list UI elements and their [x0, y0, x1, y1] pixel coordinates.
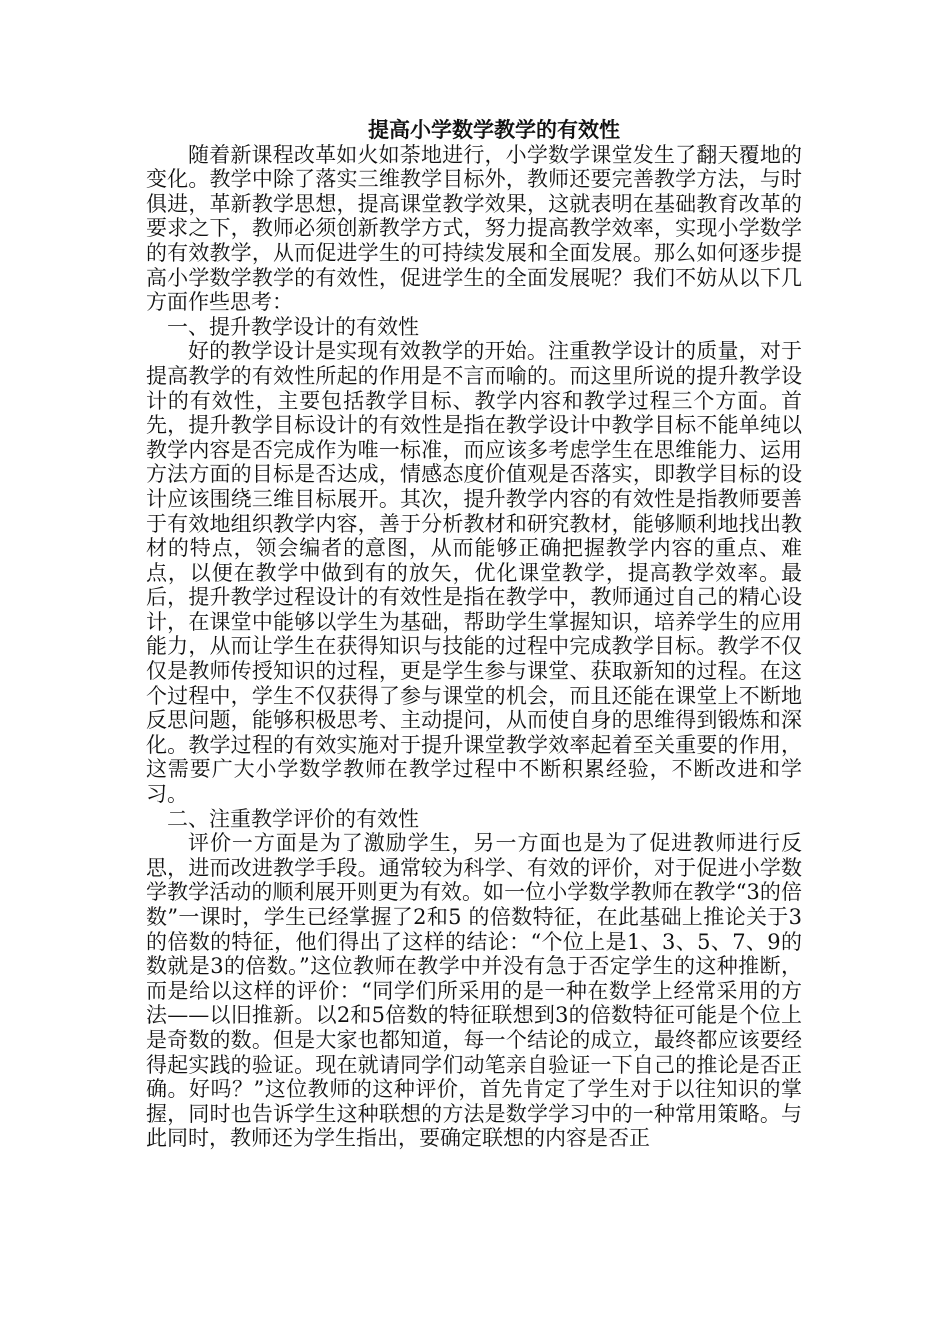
intro-paragraph: 随着新课程改革如火如荼地进行，小学数学课堂发生了翻天覆地的变化。教学中除了落实三维教学目标外，教师还要完善教学方法，与时俱进，革新教学思想，提高课堂教学效果，这就表明在基础教育改革的要求之下，教师必须创新教学方式，努力提高教学效率，实现小学数学的有效教学，从而促进学生的可持续发展和全面发展。那么如何逐步提高小学数学教学的有效性，促进学生的全面发展呢？我们不妨从以下几方面作些思考：: [146, 142, 802, 315]
document-title: 提高小学数学教学的有效性: [368, 117, 620, 142]
section-2-heading: 二、注重教学评价的有效性: [167, 806, 419, 831]
section-1-heading: 一、提升教学设计的有效性: [167, 314, 419, 339]
section-1-paragraph: 好的教学设计是实现有效教学的开始。注重教学设计的质量，对于提高教学的有效性所起的作用是不言而喻的。而这里所说的提升教学设计的有效性，主要包括教学目标、教学内容和教学过程三个方面。首先，提升教学目标设计的有效性是指在教学设计中教学目标不能单纯以教学内容是否完成作为唯一标准，而应该多考虑学生在思维能力、运用方法方面的目标是否达成，情感态度价值观是否落实，即教学目标的设计应该围绕三维目标展开。其次，提升教学内容的有效性是指教师要善于有效地组织教学内容，善于分析教材和研究教材，能够顺利地找出教材的特点，领会编者的意图，从而能够正确把握教学内容的重点、难点，以便在教学中做到有的放矢，优化课堂教学，提高教学效率。最后，提升教学过程设计的有效性是指在教学中，教师通过自己的精心设计，在课堂中能够以学生为基础，帮助学生掌握知识，培养学生的应用能力，从而让学生在获得知识与技能的过程中完成教学目标。教学不仅仅是教师传授知识的过程，更是学生参与课堂、获取新知的过程。在这个过程中，学生不仅获得了参与课堂的机会，而且还能在课堂上不断地反思问题，能够积极思考、主动提问，从而使自身的思维得到锻炼和深化。教学过程的有效实施对于提升课堂教学效率起着至关重要的作用，这需要广大小学数学教师在教学过程中不断积累经验，不断改进和学习。: [146, 339, 802, 807]
section-2-paragraph: 评价一方面是为了激励学生，另一方面也是为了促进教师进行反思，进而改进教学手段。通常较为科学、有效的评价，对于促进小学数学教学活动的顺利展开则更为有效。如一位小学数学教师在教学“3的倍数”一课时，学生已经掌握了2和5 的倍数特征，在此基础上推论关于3的倍数的特征，他们得出了这样的结论：“个位上是1、3、5、7、9的数就是3的倍数。”这位教师在教学中并没有急于否定学生的这种推断，而是给以这样的评价：“同学们所采用的是一种在数学上经常采用的方法——以旧推新。以2和5倍数的特征联想到3的倍数特征可能是个位上是奇数的数。但是大家也都知道，每一个结论的成立，最终都应该要经得起实践的验证。现在就请同学们动笔亲自验证一下自己的推论是否正确。好吗？”这位教师的这种评价，首先肯定了学生对于以往知识的掌握，同时也告诉学生这种联想的方法是数学学习中的一种常用策略。与此同时，教师还为学生指出，要确定联想的内容是否正: [146, 831, 802, 1151]
document-body: [146, 118, 802, 1151]
